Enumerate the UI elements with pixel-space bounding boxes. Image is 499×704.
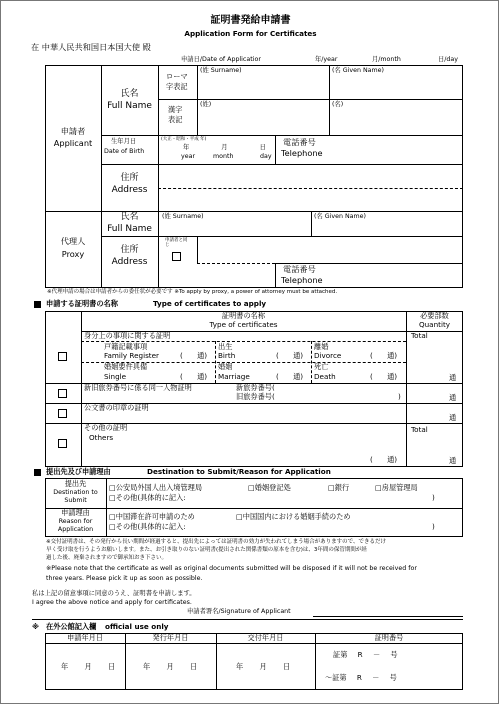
passport-copy-unit: 通 bbox=[449, 393, 457, 402]
cert-number-to: ～証第 R － 号 bbox=[325, 673, 397, 682]
roman-label: ローマ字表記 bbox=[166, 72, 188, 91]
passport-same-person: 新旧旅券番号に係る同一人物証明 bbox=[84, 383, 192, 392]
single-ja: 婚姻要件具備 bbox=[104, 362, 148, 371]
reason-marriage-option[interactable]: □中国国内における婚姻手続のため bbox=[236, 512, 351, 521]
seal-certificate: 公文書の印章の証明 bbox=[84, 403, 149, 412]
kanji-label: 漢字表記 bbox=[168, 105, 183, 124]
marriage-en: Marriage bbox=[218, 372, 250, 381]
death-ja: 死亡 bbox=[314, 362, 329, 371]
col-qty-en: Quantity bbox=[418, 320, 451, 329]
proxy-label-ja: 代理人 bbox=[60, 236, 86, 246]
addressee: 在 中華人民共和国日本国大使 殿 bbox=[31, 42, 151, 52]
section-bullet bbox=[34, 469, 41, 476]
month-label: 月/month bbox=[372, 56, 401, 63]
reason-label-en-1: Reason for bbox=[58, 518, 93, 525]
col-delivery-date: 交付年月日 bbox=[247, 633, 284, 642]
reason-other-option[interactable]: □その他(具体的に記入: bbox=[109, 522, 186, 531]
col-issue-date: 発行年月日 bbox=[152, 633, 189, 642]
divorce-ja: 離婚 bbox=[314, 342, 329, 351]
form-title: 証明書発給申請書 bbox=[210, 15, 291, 26]
family-copies: ( 通) bbox=[180, 351, 208, 360]
notice-ja-line3: 過した後、廃棄されますので御承知おき下さい。 bbox=[46, 555, 168, 561]
col-name-en: Type of certificates bbox=[209, 320, 278, 329]
destination-label-en-1: Destination to bbox=[53, 489, 98, 496]
agreement-ja: 私は上記の留意事項に同意のうえ、証明書を申請します。 bbox=[32, 590, 196, 597]
single-en: Single bbox=[104, 372, 127, 381]
surname-hint: (姓 Surname) bbox=[200, 67, 242, 74]
marriage-copies: ( 通) bbox=[276, 372, 304, 381]
destination-section-ja: 提出先及び申請理由 bbox=[46, 467, 111, 476]
civil-status-checkbox[interactable] bbox=[58, 352, 67, 361]
dest-other-option[interactable]: □その他(具体的に記入: bbox=[109, 493, 186, 502]
notice-en-line2: three years. Please pick it up as soon as possible. bbox=[46, 575, 203, 582]
family-register-en: Family Register bbox=[104, 351, 160, 360]
other-copy-unit: 通 bbox=[449, 456, 457, 465]
col-cert-number: 証明番号 bbox=[374, 633, 404, 642]
proxy-given-hint: (名 Given Name) bbox=[314, 213, 367, 220]
destination-label-ja: 提出先 bbox=[64, 479, 87, 488]
birth-copies: ( 通) bbox=[276, 351, 304, 360]
certificates-section-ja: 申請する証明書の名称 bbox=[46, 299, 118, 308]
signature-label: 申請者署名/Signature of Applicant bbox=[187, 608, 291, 615]
applicant-name-ja: 氏名 bbox=[120, 89, 139, 99]
form-subtitle: Application Form for Certificates bbox=[184, 29, 317, 38]
address-label-ja: 住所 bbox=[120, 173, 139, 183]
proxy-address-ja: 住所 bbox=[120, 245, 139, 255]
other-copies: ( 通) bbox=[370, 455, 398, 464]
other-checkbox[interactable] bbox=[58, 439, 67, 448]
day-label: 日/day bbox=[438, 56, 459, 63]
dob-day: day bbox=[260, 153, 272, 160]
certificates-section-en: Type of certificates to apply bbox=[153, 299, 267, 308]
address-label-en: Address bbox=[111, 185, 148, 195]
death-en: Death bbox=[314, 372, 336, 381]
death-copies: ( 通) bbox=[370, 372, 398, 381]
delivery-ymd: 年 月 日 bbox=[236, 662, 291, 671]
passport-paren: ) bbox=[398, 392, 401, 401]
official-divider bbox=[32, 619, 463, 620]
same-as-applicant-checkbox[interactable] bbox=[172, 252, 181, 261]
dob-year: year bbox=[181, 153, 196, 160]
given-name-hint: (名 Given Name) bbox=[332, 67, 385, 74]
proxy-name-en: Full Name bbox=[107, 224, 152, 234]
proxy-phone-en: Telephone bbox=[281, 275, 323, 285]
applicant-name-en: Full Name bbox=[107, 101, 152, 111]
applicant-label-ja: 申請者 bbox=[60, 126, 86, 136]
destination-label-en-2: Submit bbox=[64, 497, 87, 504]
kanji-given-hint: (名) bbox=[332, 101, 344, 108]
birth-en: Birth bbox=[218, 351, 236, 360]
dest-immigration-option[interactable]: □公安局外国人出入境管理局 bbox=[109, 483, 203, 492]
cert-number-from: 証第 R － 号 bbox=[333, 650, 398, 659]
birth-ja: 出生 bbox=[218, 342, 233, 351]
agreement-en: I agree the above notice and apply for certificates. bbox=[32, 599, 192, 606]
seal-copy-unit: 通 bbox=[449, 413, 457, 422]
notice-ja-line2: 早く受け取を行うようお願いします。また、お引き取りのない証明書(提出された関係書類の原本を含む)は、3年間の保管期間が経 bbox=[46, 547, 367, 553]
dob-label-en: Date of Birth bbox=[104, 148, 145, 155]
apply-ymd: 年 月 日 bbox=[61, 662, 116, 671]
phone-label-ja: 電話番号 bbox=[283, 137, 316, 147]
dest-bank-option[interactable]: □銀行 bbox=[328, 483, 350, 492]
civil-status-header: 身分上の事項に関する証明 bbox=[84, 331, 171, 340]
other-cert-ja: その他の証明 bbox=[84, 423, 128, 432]
official-section-en: official use only bbox=[105, 622, 169, 631]
proxy-address-en: Address bbox=[111, 257, 148, 267]
status-copy-unit: 通 bbox=[449, 373, 457, 382]
other-cert-en: Others bbox=[89, 433, 114, 442]
dob-era-hint: (大正・昭和・平成 年) bbox=[161, 137, 207, 142]
kanji-surname-hint: (姓) bbox=[200, 101, 212, 108]
divorce-en: Divorce bbox=[314, 351, 342, 360]
passport-checkbox[interactable] bbox=[58, 389, 67, 398]
application-date-label: 申請日/Date of Applicatior bbox=[181, 56, 261, 63]
notice-ja-line1: ※交付証明書は、その発行から長い期間が経過すると、提出先によっては証明書の効力が失われてしまう場合がありますので、できるだけ bbox=[46, 539, 387, 545]
dest-other-paren: ) bbox=[432, 493, 435, 502]
proxy-surname-hint: (姓 Surname) bbox=[162, 213, 204, 220]
new-passport-label: 新旅券番号( bbox=[236, 383, 275, 392]
proxy-label-en: Proxy bbox=[61, 249, 85, 259]
reason-other-paren: ) bbox=[432, 522, 435, 531]
divorce-copies: ( 通) bbox=[370, 351, 398, 360]
reason-label-ja: 申請理由 bbox=[61, 508, 90, 517]
notice-en-line1: ※Please note that the certificate as well as original documents submitted will be disposed if it will not be received for bbox=[46, 565, 417, 572]
reason-label-en-2: Application bbox=[57, 526, 94, 533]
dest-housing-option[interactable]: □房屋管理局 bbox=[375, 483, 418, 492]
dob-month: month bbox=[213, 153, 234, 160]
phone-label-en: Telephone bbox=[281, 148, 323, 158]
single-copies: ( 通) bbox=[180, 372, 208, 381]
signature-line[interactable] bbox=[313, 616, 463, 617]
old-passport-label: 旧旅券番号( bbox=[236, 392, 275, 401]
seal-checkbox[interactable] bbox=[58, 409, 67, 418]
proxy-phone-ja: 電話番号 bbox=[283, 264, 316, 274]
dest-marriage-option[interactable]: □婚姻登記処 bbox=[248, 483, 291, 492]
other-total: Total bbox=[411, 425, 428, 434]
issue-ymd: 年 月 日 bbox=[143, 662, 198, 671]
col-name-ja: 証明書の名称 bbox=[221, 311, 266, 320]
same-as-applicant-label: 申請者と同じ bbox=[165, 238, 188, 249]
official-mark: ※ bbox=[32, 622, 39, 631]
section-bullet bbox=[34, 301, 41, 308]
col-apply-date: 申請年月日 bbox=[67, 633, 103, 642]
marriage-ja: 婚姻 bbox=[218, 362, 233, 371]
status-total: Total bbox=[411, 331, 428, 340]
dob-ymd-ja: 年 月 日 bbox=[183, 144, 266, 151]
year-label: 年/year bbox=[315, 56, 338, 63]
applicant-label-en: Applicant bbox=[53, 138, 93, 148]
proxy-name-ja: 氏名 bbox=[120, 212, 139, 222]
reason-permit-option[interactable]: □中国滞在許可申請のため bbox=[109, 512, 195, 521]
family-register-ja: 戸籍記載事項 bbox=[104, 342, 148, 351]
destination-section-en: Destination to Submit/Reason for Application bbox=[147, 467, 331, 476]
dob-label-ja: 生年月日 bbox=[111, 138, 137, 145]
proxy-note: ※代理申請の場合は申請者からの委任状が必要です ※To apply by proxy, a power of attorney must be attached. bbox=[47, 289, 338, 295]
col-qty-ja: 必要部数 bbox=[420, 311, 449, 320]
official-section-ja: 在外公館記入欄 bbox=[46, 622, 97, 631]
